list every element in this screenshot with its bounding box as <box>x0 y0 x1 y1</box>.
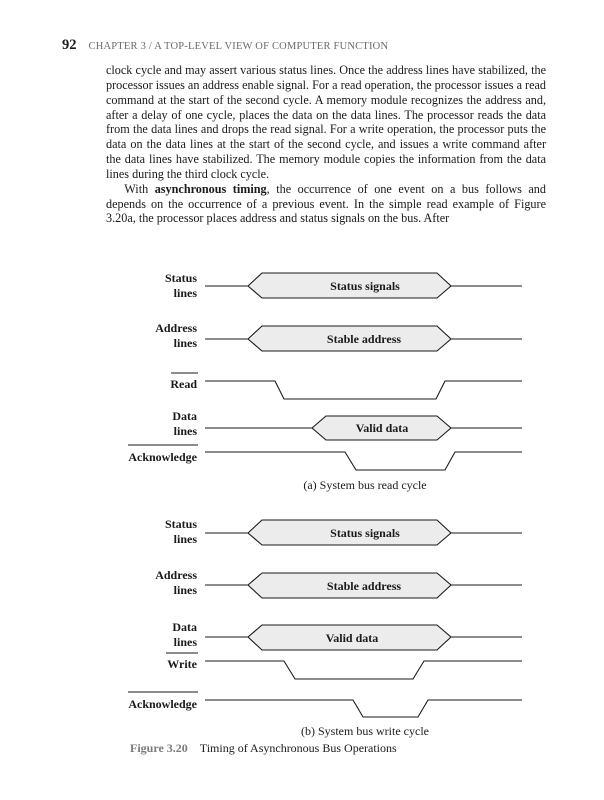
data-label-line2: lines <box>173 424 197 438</box>
subcaption-write-cycle: (b) System bus write cycle <box>301 724 429 738</box>
address-label-line2: lines <box>173 583 197 597</box>
write-waveform <box>205 661 522 679</box>
data-label-line1: Data <box>172 409 197 423</box>
page-number: 92 <box>62 37 77 53</box>
read-label: Read <box>170 377 197 391</box>
valid-data-text: Valid data <box>355 421 409 435</box>
paragraph-2-rest: , the occurrence of one event on a bus follows and depends on the occurrence of a previous event. In the simple read example of Figure 3.20a, the processor places address and status signals on the bus. After <box>106 181 546 226</box>
acknowledge-label: Acknowledge <box>128 697 197 711</box>
read-waveform <box>205 381 522 399</box>
status-label-line1: Status <box>164 517 197 531</box>
status-label-line2: lines <box>173 532 197 546</box>
paragraph-1: clock cycle and may assert various status lines. Once the address lines have stabilized, the processor issues an address enable signal. For a read operation, the processor issues a read command at the start of the second cycle. A memory module recognizes the address and, after a delay of one cycle, places the data on the data lines. The processor reads the data from the data lines and drops the read signal. For a write operation, the processor puts the data on the data lines at the start of the second cycle, and issues a write command after the data lines have stabilized. The memory module copies the information from the data lines during the third clock cycle. <box>106 63 546 181</box>
stable-address-text: Stable address <box>326 579 402 593</box>
acknowledge-label: Acknowledge <box>128 450 197 464</box>
status-label-line1: Status <box>164 271 197 285</box>
address-label-line1: Address <box>155 568 197 582</box>
status-signals-text: Status signals <box>330 526 400 540</box>
status-label-line2: lines <box>173 286 197 300</box>
figure-number: Figure 3.20 <box>130 741 188 755</box>
term-asynchronous-timing: asynchronous timing <box>154 181 267 196</box>
figure-title: Timing of Asynchronous Bus Operations <box>199 741 397 755</box>
chapter-title: CHAPTER 3 / A TOP-LEVEL VIEW OF COMPUTER FUNCTION <box>88 41 389 52</box>
data-label-line2: lines <box>173 635 197 649</box>
paragraph-2-lead: With <box>124 181 155 196</box>
valid-data-text: Valid data <box>325 631 379 645</box>
acknowledge-waveform <box>205 700 522 717</box>
address-label-line2: lines <box>173 336 197 350</box>
data-label-line1: Data <box>172 620 197 634</box>
write-label: Write <box>167 657 197 671</box>
address-label-line1: Address <box>155 321 197 335</box>
status-signals-text: Status signals <box>330 279 400 293</box>
acknowledge-waveform <box>205 452 522 470</box>
subcaption-read-cycle: (a) System bus read cycle <box>303 478 427 492</box>
figure-caption <box>130 741 397 756</box>
stable-address-text: Stable address <box>326 332 402 346</box>
